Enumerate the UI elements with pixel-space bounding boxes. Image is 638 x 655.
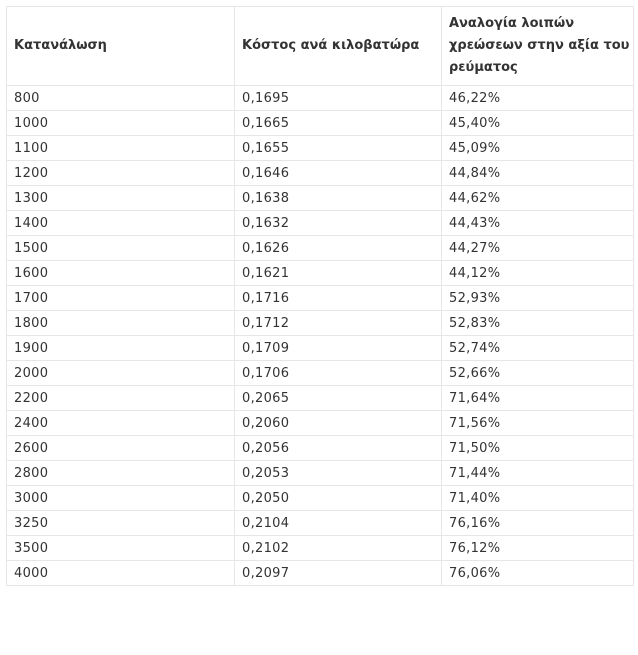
cell-consumption: 1700 xyxy=(7,286,235,311)
cell-cost-per-kwh: 0,2102 xyxy=(235,536,442,561)
cell-consumption: 1000 xyxy=(7,111,235,136)
cell-other-charges-ratio: 71,56% xyxy=(442,411,634,436)
cell-cost-per-kwh: 0,2097 xyxy=(235,561,442,586)
table-row xyxy=(7,536,634,561)
cell-cost-per-kwh: 0,2053 xyxy=(235,461,442,486)
cell-other-charges-ratio: 44,12% xyxy=(442,261,634,286)
cell-cost-per-kwh: 0,2104 xyxy=(235,511,442,536)
cell-other-charges-ratio: 52,66% xyxy=(442,361,634,386)
cell-cost-per-kwh: 0,1706 xyxy=(235,361,442,386)
cell-other-charges-ratio: 44,84% xyxy=(442,161,634,186)
consumption-cost-table xyxy=(6,6,634,586)
cell-other-charges-ratio: 44,62% xyxy=(442,186,634,211)
header-consumption: Κατανάλωση xyxy=(7,7,235,86)
cell-consumption: 2400 xyxy=(7,411,235,436)
cell-consumption: 1400 xyxy=(7,211,235,236)
cell-other-charges-ratio: 76,16% xyxy=(442,511,634,536)
table-row xyxy=(7,511,634,536)
cell-other-charges-ratio: 44,43% xyxy=(442,211,634,236)
table-row xyxy=(7,236,634,261)
table-row xyxy=(7,286,634,311)
cell-consumption: 2800 xyxy=(7,461,235,486)
cell-other-charges-ratio: 71,40% xyxy=(442,486,634,511)
cell-cost-per-kwh: 0,2065 xyxy=(235,386,442,411)
cell-consumption: 1300 xyxy=(7,186,235,211)
cell-cost-per-kwh: 0,1716 xyxy=(235,286,442,311)
cell-cost-per-kwh: 0,1646 xyxy=(235,161,442,186)
table-row xyxy=(7,336,634,361)
cell-other-charges-ratio: 46,22% xyxy=(442,86,634,111)
table-row xyxy=(7,436,634,461)
cell-consumption: 3000 xyxy=(7,486,235,511)
cell-cost-per-kwh: 0,1695 xyxy=(235,86,442,111)
cell-other-charges-ratio: 71,50% xyxy=(442,436,634,461)
table-row xyxy=(7,261,634,286)
table-row xyxy=(7,86,634,111)
cell-other-charges-ratio: 45,40% xyxy=(442,111,634,136)
cell-cost-per-kwh: 0,1665 xyxy=(235,111,442,136)
cell-cost-per-kwh: 0,1632 xyxy=(235,211,442,236)
cell-cost-per-kwh: 0,1638 xyxy=(235,186,442,211)
table-row xyxy=(7,386,634,411)
table-row xyxy=(7,561,634,586)
cell-consumption: 1100 xyxy=(7,136,235,161)
table-row xyxy=(7,186,634,211)
cell-consumption: 2600 xyxy=(7,436,235,461)
table-row xyxy=(7,361,634,386)
cell-cost-per-kwh: 0,1655 xyxy=(235,136,442,161)
cell-other-charges-ratio: 52,93% xyxy=(442,286,634,311)
cell-other-charges-ratio: 44,27% xyxy=(442,236,634,261)
cell-other-charges-ratio: 76,06% xyxy=(442,561,634,586)
header-other-charges-ratio: Αναλογία λοιπών χρεώσεων στην αξία του ρεύματος xyxy=(442,7,634,86)
cell-cost-per-kwh: 0,1709 xyxy=(235,336,442,361)
cell-cost-per-kwh: 0,2056 xyxy=(235,436,442,461)
cell-consumption: 1900 xyxy=(7,336,235,361)
cell-consumption: 4000 xyxy=(7,561,235,586)
cell-other-charges-ratio: 45,09% xyxy=(442,136,634,161)
cell-consumption: 800 xyxy=(7,86,235,111)
cell-consumption: 3250 xyxy=(7,511,235,536)
cell-consumption: 3500 xyxy=(7,536,235,561)
table-row xyxy=(7,136,634,161)
cell-consumption: 1500 xyxy=(7,236,235,261)
cell-cost-per-kwh: 0,1621 xyxy=(235,261,442,286)
table-row xyxy=(7,161,634,186)
cell-other-charges-ratio: 76,12% xyxy=(442,536,634,561)
cell-other-charges-ratio: 71,44% xyxy=(442,461,634,486)
cell-other-charges-ratio: 52,74% xyxy=(442,336,634,361)
table-row xyxy=(7,411,634,436)
cell-other-charges-ratio: 52,83% xyxy=(442,311,634,336)
cell-cost-per-kwh: 0,2060 xyxy=(235,411,442,436)
cell-consumption: 1200 xyxy=(7,161,235,186)
cell-consumption: 1600 xyxy=(7,261,235,286)
cell-other-charges-ratio: 71,64% xyxy=(442,386,634,411)
cell-cost-per-kwh: 0,2050 xyxy=(235,486,442,511)
table-row xyxy=(7,486,634,511)
header-cost-per-kwh: Κόστος ανά κιλοβατώρα xyxy=(235,7,442,86)
cell-consumption: 1800 xyxy=(7,311,235,336)
cell-cost-per-kwh: 0,1626 xyxy=(235,236,442,261)
table-body xyxy=(7,86,634,586)
table-row xyxy=(7,211,634,236)
cell-consumption: 2000 xyxy=(7,361,235,386)
cell-consumption: 2200 xyxy=(7,386,235,411)
table-header-row xyxy=(7,7,634,86)
table-row xyxy=(7,111,634,136)
cell-cost-per-kwh: 0,1712 xyxy=(235,311,442,336)
table-row xyxy=(7,461,634,486)
table-row xyxy=(7,311,634,336)
